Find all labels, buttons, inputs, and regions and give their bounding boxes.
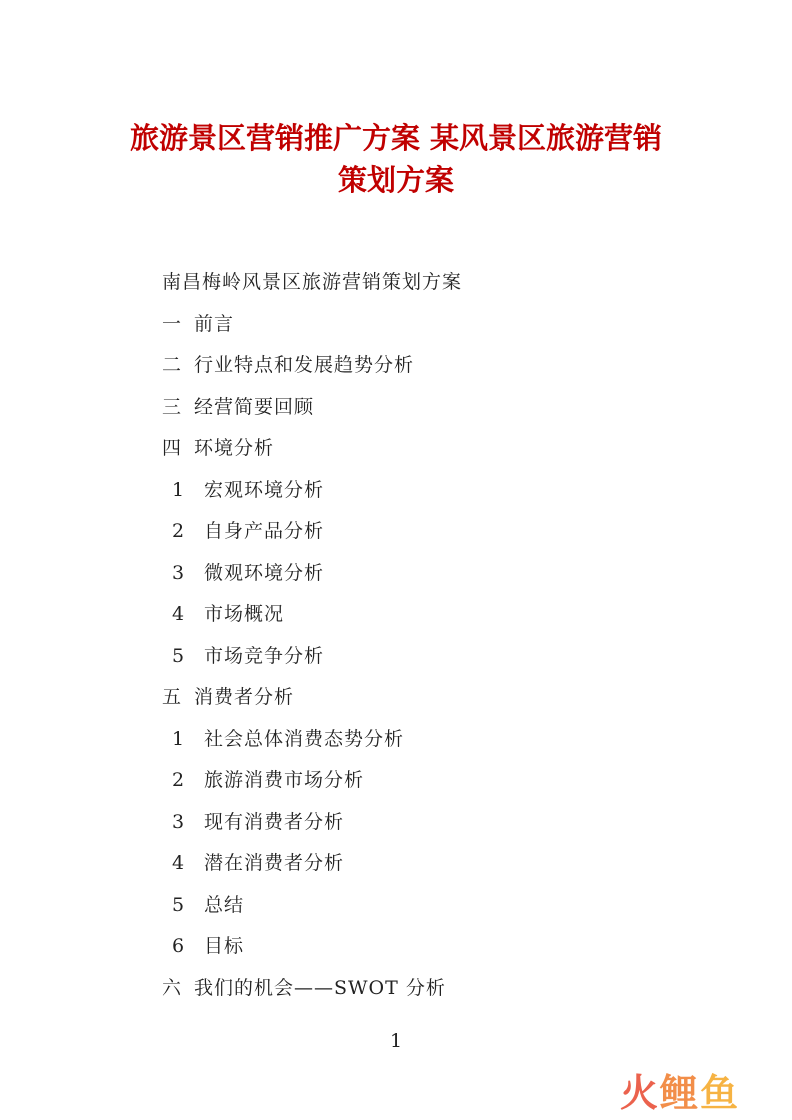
toc-item (162, 843, 722, 885)
toc-item-text: 市场概况 (204, 603, 285, 625)
toc-item-text: 行业特点和发展趋势分析 (194, 354, 415, 376)
toc-item (162, 387, 722, 429)
toc-item-number: 1 (172, 478, 186, 501)
toc-item (162, 677, 722, 719)
toc-item (162, 594, 722, 636)
document-title-line-2: 策划方案 (337, 163, 454, 197)
toc-item (162, 802, 722, 844)
toc-item-number: 六 (162, 976, 183, 999)
toc-item-number: 三 (162, 395, 183, 418)
toc-item (162, 760, 722, 802)
toc-item-number: 4 (172, 603, 186, 625)
toc-item (162, 553, 722, 595)
toc-item (162, 636, 722, 678)
toc-item-number: 4 (172, 852, 186, 874)
toc-item-text: 总结 (204, 893, 245, 916)
page-number: 1 (389, 1030, 403, 1052)
toc-item-number: 3 (172, 810, 186, 833)
toc-item (162, 926, 722, 968)
toc-item-number: 2 (172, 769, 186, 791)
toc-item-text: 潜在消费者分析 (204, 852, 345, 874)
toc-item-number: 5 (172, 893, 186, 916)
toc-item-text: 旅游消费市场分析 (204, 769, 365, 791)
toc-item-text: 现有消费者分析 (204, 810, 345, 833)
toc-item-number: 3 (172, 561, 186, 584)
toc-item (162, 304, 722, 346)
toc-item-number: 一 (162, 312, 183, 335)
toc-item-text: 目标 (204, 935, 245, 957)
toc-item-number: 五 (162, 686, 183, 708)
toc-item-text: 消费者分析 (194, 686, 295, 708)
toc-item-text: 微观环境分析 (204, 561, 325, 584)
toc-item-text: 社会总体消费态势分析 (204, 727, 405, 750)
toc-item-number: 二 (162, 354, 183, 376)
toc-item-text: 我们的机会——SWOT 分析 (194, 976, 446, 999)
toc-item (162, 428, 722, 470)
toc-item-text: 前言 (194, 312, 235, 335)
toc-item (162, 345, 722, 387)
toc-item-text: 市场竞争分析 (204, 644, 325, 667)
toc-item (162, 719, 722, 761)
watermark-char: 鱼 (700, 1071, 739, 1115)
toc-item (162, 262, 722, 304)
watermark-char: 鲤 (660, 1071, 699, 1115)
toc-item-number: 四 (162, 437, 183, 459)
toc-item-text: 自身产品分析 (204, 520, 325, 542)
toc-item-number: 5 (172, 644, 186, 667)
toc-item-number: 6 (172, 935, 186, 957)
table-of-contents (162, 262, 722, 1009)
toc-item-text: 经营简要回顾 (194, 395, 315, 418)
toc-item-text: 宏观环境分析 (204, 478, 325, 501)
toc-item (162, 470, 722, 512)
document-title-line-1: 旅游景区营销推广方案 某风景区旅游营销 (129, 121, 663, 155)
watermark-logo (620, 1070, 770, 1116)
toc-item-number: 2 (172, 520, 186, 542)
toc-item-number: 1 (172, 727, 186, 750)
toc-item (162, 968, 722, 1010)
toc-item-text: 环境分析 (194, 437, 275, 459)
toc-item (162, 511, 722, 553)
toc-item-text: 南昌梅岭风景区旅游营销策划方案 (162, 271, 463, 293)
toc-item (162, 885, 722, 927)
watermark-char: 火 (620, 1071, 659, 1115)
